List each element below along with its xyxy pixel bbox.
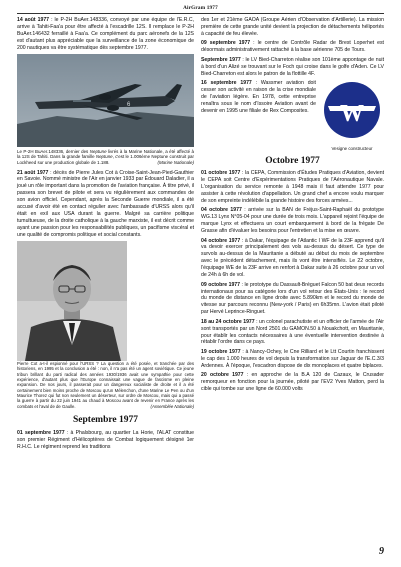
header-rule [17, 13, 384, 14]
pierre-cot-caption: Pierre Cot a-t-il espionné pour l'URSS ? La question a été posée, et tranchée par des historiens, en 1995 et la conclusion a été : non, il n'a pas été un agent soviétique. Ce jeune tribun brillant du parti radical des années 1930/1936 avait une sympathie pour cette expérience, d'autant plus que l'Europe connaissait une vague de fascisme en pleine expansion. De nos jours, il passerait pour un dangereux socialiste de droite et il a été certainement bien moins proche de Moscou qu'un Mélenchon, d'une Marine Le Pen ou d'un Maurice Thorez qui fut non seulement un déserteur, sur ordre de Moscou, mais qui a passé la guerre à partir du 22 juin 1941 au chaud à Moscou avant de revenir en France après les combats et l'aval de de Gaulle. (Assemblée Nationale) [17, 361, 194, 409]
entry-oct04a [201, 207, 384, 235]
entry-date: 04 octobre 1977 [201, 237, 241, 244]
entry-text: : à Nancy-Ochey, le Cne Rilliard et le Ltt Courtin franchissent le cap des 1.000 heures de vol depuis la transformation sur Jaguar de l'E.C.3/3 Ardennes. À l'époque, l'escadron dispose de dix monoplaces et quatre biplaces. [201, 348, 384, 369]
running-title: AirGram 1977 [183, 5, 218, 11]
entry-oct20 [201, 372, 384, 393]
wassmer-logo-icon [322, 80, 382, 140]
pierre-cot-portrait [17, 241, 127, 361]
entry-text: : arrivée sur la BAN de Fréjus-Saint-Raphaël du prototype WG.13 Lynx N°05-04 pour une durée de trois mois. L'appareil rejoint l'équipe de marque Lynx et effectuera un court embarquement à bord de la frégate De Grasse afin d'évaluer les besoins pour l'entretien et la mise en œuvre. [201, 207, 384, 235]
hull-code: 6 [127, 102, 131, 109]
entry-text: : le prototype du Dassault-Bréguet Falcon 50 bat deux records internationaux pour sa catégorie lors d'un vol retour des États-Unis : le record du monde de distance en ligne droite avec 5.890km et le record du monde de vitesse sur parcours reconnu (New-york / Paris) en 6h35mn. L'avion était piloté par Hervé Leprince-Ringuet. [201, 281, 384, 316]
entry-date: 21 août 1977 [17, 169, 49, 176]
entry-date: 14 août 1977 [17, 17, 50, 23]
entry-text: : Wassmer aviation doit cesser son activité en raison de la crise mondiale de l'aviation légère. En 1978, cette entreprise renaîtra sous le nom d'Issoire Aviation avant de devenir en 1995 une filiale de Rex Composites. [201, 80, 316, 114]
entry-date: Septembre 1977 [201, 56, 241, 63]
entry-text: : à Dakar, l'équipage de l'Atlantic I WF de la 23F apprend qu'il va devoir exercer principalement des vols au-dessus du désert. Ce type de survols au-dessus de la Mauritanie a débuté au début du mois de septembre avec le précédent détachement, mais ils vont être intensifiés. Le 22 octobre, l'équipage WE de la 23F arrive en renfort à Dakar suite à 26 octobre pour un vol de 24h à 6h de vol. [201, 237, 384, 279]
entry-sep09 [201, 40, 384, 54]
entry-date: 18 au 24 octobre 1977 [201, 318, 255, 325]
logo-caption: Vesigne constructeur [331, 146, 373, 152]
entry-sep01 [17, 430, 194, 451]
photo-credit: (Marine Nationale) [157, 159, 194, 165]
entry-text: : le centre de Contrôle Radar de Brest Loperhet est désormais administrativement rattaché à la base aérienne 705 de Tours. [201, 40, 384, 54]
entry-date: 04 octobre 1977 [201, 207, 242, 214]
entry-sep16-block [201, 80, 384, 153]
right-column [201, 17, 384, 396]
entry-date: 01 octobre 1977 [201, 170, 241, 177]
entry-date: 09 octobre 1977 [201, 281, 241, 288]
neptune-aircraft-image [17, 54, 194, 147]
entry-text: : décès de Pierre Jules Cot à Croise-Saint-Jean-Pied-Gauthier en Savoie. Nommé ministre de l'Air en janvier 1933 par Édouard Daladier, il a joué un rôle important dans la promotion de l'aviation française. À titre privé, il passera son brevet de pilote et sera vu régulièrement aux commandes de son avion officiel. Cependant, après la Seconde Guerre mondiale, il a été accusé d'avoir été en contact régulier avec l'ambassade d'URSS alors qu'il était en exil aux USA durant la guerre. Malgré sa carrière politique tumultueuse, de la droite catholique à la gauche marxiste, il est décrit comme ayant une passion pour les responsabilités publiques, un pacifisme viscéral et une qualité de compromis politique et social constants. [17, 169, 194, 238]
entry-oct04b [201, 238, 384, 279]
entry-date: 20 octobre 1977 [201, 372, 244, 379]
neptune-photo [17, 54, 194, 147]
entry-date: 16 septembre 1977 [201, 80, 252, 87]
entry-aug14 [17, 17, 194, 52]
entry-text: des 1er et 21ème GAOA (Groupe Aérien d'Observation d'Artillerie). La mission première de cette grande unité devient la projection de détachements héliportés à capacité de feu élevée. [201, 17, 384, 37]
entry-oct09 [201, 282, 384, 317]
entry-date: 09 septembre 1977 [201, 40, 251, 47]
entry-text: : le LV Bied-Charreton réalise son 101ème appontage de nuit à bord d'un Alizé se trouvant sur le Foch qui croise dans le golfe d'Aden. Ce LV Bied-Charreton est alors le patron de la flottille 4F. [201, 56, 384, 77]
entry-oct19 [201, 349, 384, 370]
entry-text: : un colonel parachutiste et un officier de l'armée de l'Air sont transportés par un Nord 2501 du GAMON.50 à Nouakchott, en Mauritanie, pour établir les contacts nécessaires à une éventuelle intervention destinée à rétablir l'ordre dans ce pays. [201, 318, 384, 346]
entry-date: 01 septembre 1977 [17, 429, 65, 436]
section-heading-september: Septembre 1977 [73, 414, 138, 425]
entry-text: : le P-2H BuAer.148336, convoyé par une équipe de l'E.R.C, arrive à Tahiti-Faa'a pour être affecté à l'escadrille 12S. Il remplace le P-2H BuAer.146432 ferraillé à Faa'a. Ce complément du parc aéronefs de la 12S est d'autant plus appréciable que la surveillance de la zone économique de 200 nautiques va être systématique dès septembre 1977. [17, 17, 194, 51]
entry-text: : à Phalsbourg, au quartier La Horie, l'ALAT constitue son premier Régiment d'Hélicoptères de Combat logiquement désigné 1er R.H.C. Le régiment reprend les traditions [17, 429, 194, 450]
left-column [17, 17, 194, 453]
entry-oct18 [201, 319, 384, 347]
section-heading-october: Octobre 1977 [265, 156, 320, 167]
entry-sep-lv [201, 57, 384, 78]
logo-letter: W [340, 101, 364, 128]
page-number: 9 [379, 546, 384, 557]
entry-continued [201, 17, 384, 38]
wassmer-logo-block [320, 80, 384, 151]
entry-aug21 [17, 170, 194, 239]
photo-credit: (Assemblée Nationale) [150, 403, 194, 409]
entry-oct01 [201, 170, 384, 205]
entry-date: 19 octobre 1977 [201, 348, 241, 355]
entry-text: : la CEPA, Commission d'Études Pratiques d'Aviation, devient le CEPA soit Centre d'Expérimentations Pratiques de l'Aéronautique Navale. L'organisation du service remonte à 1948 mais il faut attendre 1977 pour assister à cette révolution d'appellation. Un grand chef a encore voulu marquer de son empreinte indélébile la grande histoire des forces armées... [201, 170, 384, 204]
neptune-caption: Le P-2H BuAer.148336, dernier des Neptune livrés à la Marine Nationale, a été affecté à la 12S de Tahiti. Dans la grande famille Neptune, c'est le 1.006ème Neptune construit par Lockheed sur une production globale de 1.188. (Marine Nationale) [17, 148, 195, 165]
pierre-cot-photo [17, 241, 127, 361]
entry-text: : en approche de la B.A 120 de Cazaux, le Crusader remorqueur en fonction pour la journée, piloté par l'EV2 Yves Matton, perd la cible qui tombe sur une ligne de 60.000 volts [201, 372, 384, 393]
